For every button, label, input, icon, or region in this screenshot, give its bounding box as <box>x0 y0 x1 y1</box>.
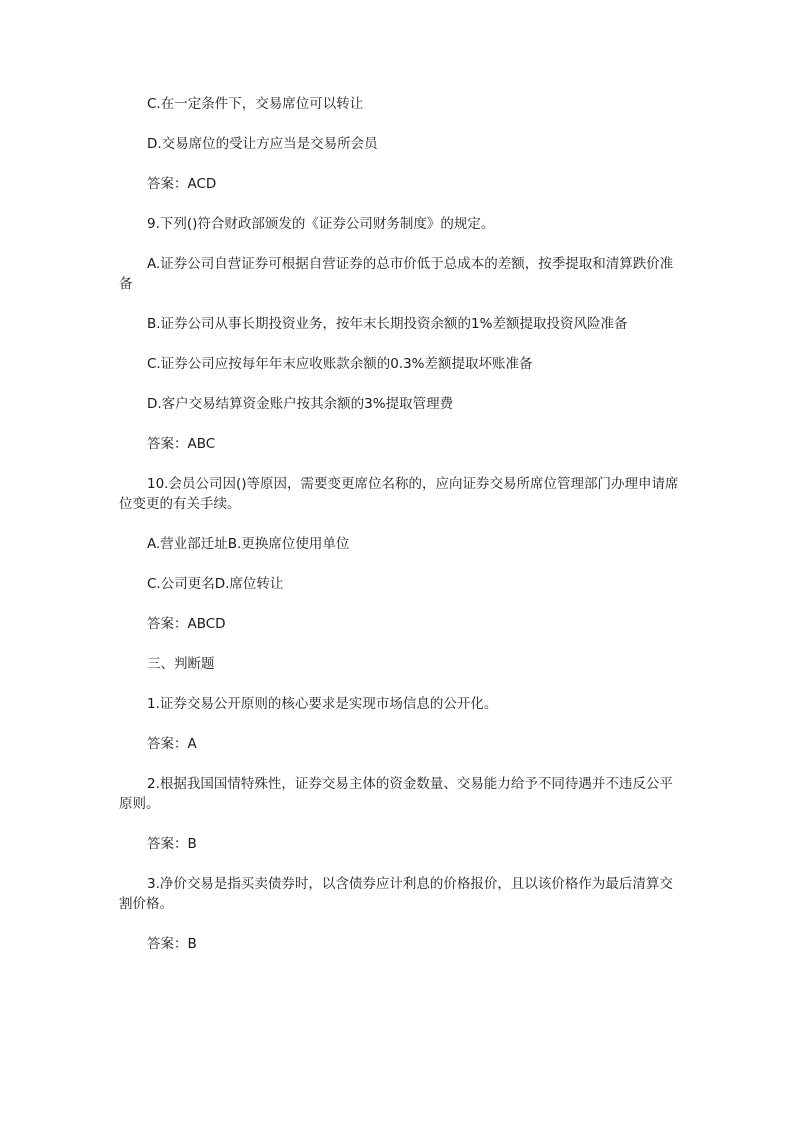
section-heading-judgment: 三、判断题 <box>147 656 215 672</box>
option-d-q9: D.客户交易结算资金账户按其余额的3%提取管理费 <box>147 396 454 412</box>
judgment-answer-3: 答案：B <box>147 936 197 952</box>
judgment-answer-1: 答案：A <box>147 736 197 752</box>
answer-q8: 答案：ACD <box>147 176 217 192</box>
options-ab-q10: A.营业部迁址B.更换席位使用单位 <box>147 536 350 552</box>
option-b-q9: B.证券公司从事长期投资业务，按年末长期投资余额的1%差额提取投资风险准备 <box>147 316 628 332</box>
answer-q10: 答案：ABCD <box>147 616 226 632</box>
judgment-question-1: 1.证券交易公开原则的核心要求是实现市场信息的公开化。 <box>147 696 498 712</box>
question-10: 10.会员公司因()等原因，需要变更席位名称的，应向证券交易所席位管理部门办理申请席位变更的有关手续。 <box>119 476 679 512</box>
judgment-question-2: 2.根据我国国情特殊性，证券交易主体的资金数量、交易能力给予不同待遇并不违反公平原则。 <box>119 776 673 812</box>
question-9: 9.下列()符合财政部颁发的《证券公司财务制度》的规定。 <box>147 216 495 232</box>
options-cd-q10: C.公司更名D.席位转让 <box>147 576 284 592</box>
document-body <box>119 94 679 974</box>
judgment-question-3: 3.净价交易是指买卖债券时，以含债券应计利息的价格报价，且以该价格作为最后清算交割价格。 <box>119 876 673 912</box>
option-c-q8: C.在一定条件下，交易席位可以转让 <box>147 96 364 112</box>
option-c-q9: C.证券公司应按每年年末应收账款余额的0.3%差额提取坏账准备 <box>147 356 533 372</box>
judgment-answer-2: 答案：B <box>147 836 197 852</box>
answer-q9: 答案：ABC <box>147 436 216 452</box>
option-a-q9: A.证券公司自营证券可根据自营证券的总市价低于总成本的差额，按季提取和清算跌价准备 <box>119 256 674 292</box>
option-d-q8: D.交易席位的受让方应当是交易所会员 <box>147 136 378 152</box>
